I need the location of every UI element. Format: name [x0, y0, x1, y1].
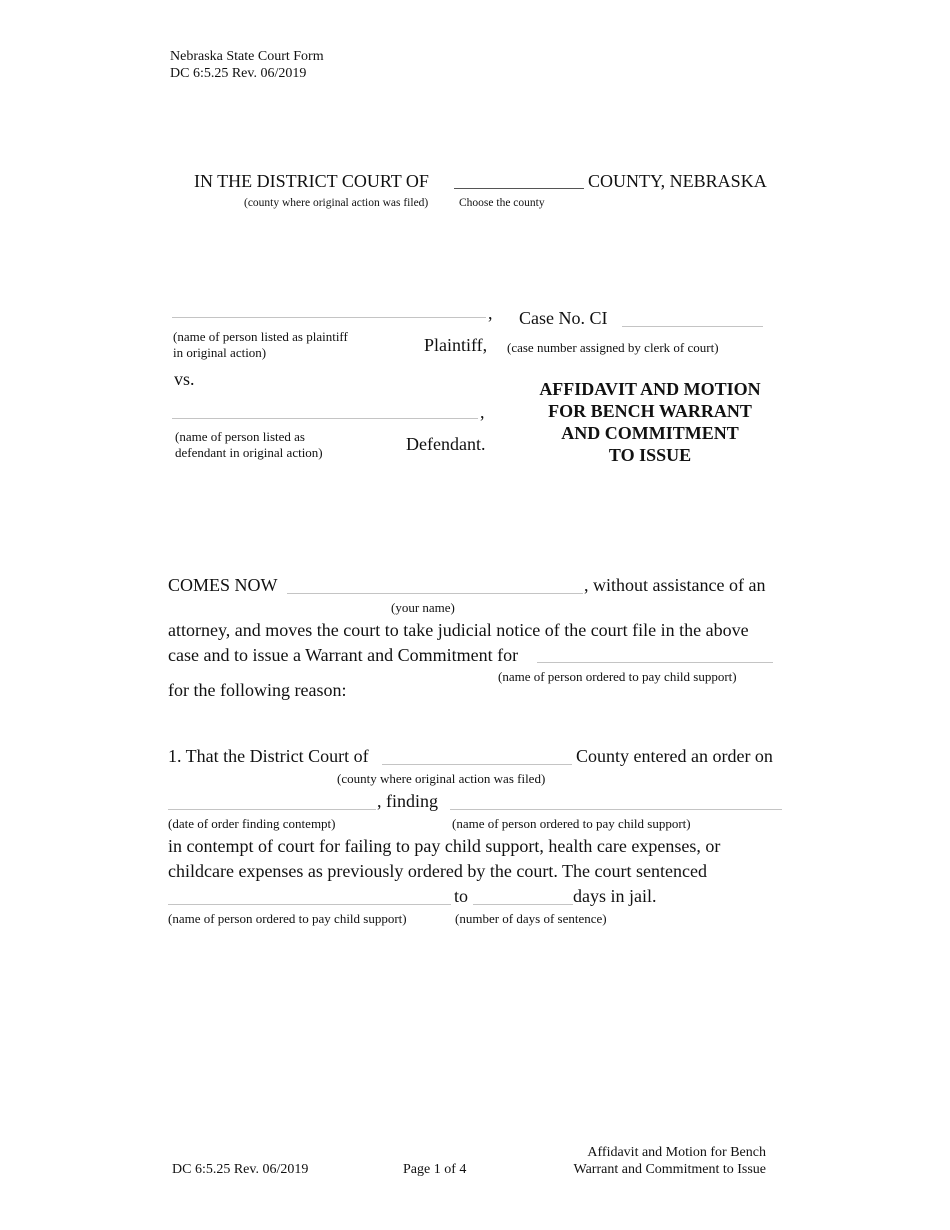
plaintiff-label: Plaintiff, [424, 335, 488, 355]
item1-line-3: in contempt of court for failing to pay child support, health care expenses, or [168, 836, 721, 856]
title-line-2: FOR BENCH WARRANT [548, 401, 752, 421]
your-name-field[interactable] [287, 593, 583, 594]
court-suffix: COUNTY, NEBRASKA [588, 171, 767, 191]
footer-doc-title [560, 1144, 766, 1178]
plaintiff-name-field[interactable] [172, 317, 486, 318]
defendant-label: Defendant. [406, 434, 486, 454]
days-caption: (number of days of sentence) [455, 911, 607, 926]
body-line-3: case and to issue a Warrant and Commitment for [168, 645, 519, 665]
footer-doc-title-1: Affidavit and Motion for Bench [587, 1145, 766, 1160]
footer-form-number: DC 6:5.25 Rev. 06/2019 [172, 1162, 309, 1177]
county-field[interactable] [454, 188, 584, 189]
obligor-name-field[interactable] [537, 662, 773, 663]
plaintiff-comma: , [488, 303, 493, 323]
body-line-2: attorney, and moves the court to take judicial notice of the court file in the above [168, 620, 749, 640]
your-name-caption: (your name) [391, 600, 455, 615]
court-prefix: IN THE DISTRICT COURT OF [194, 171, 429, 191]
sentenced-name-field[interactable] [168, 904, 451, 905]
days-field[interactable] [473, 904, 573, 905]
defendant-caption-1: (name of person listed as [175, 429, 305, 444]
title-line-1: AFFIDAVIT AND MOTION [539, 379, 761, 399]
defendant-caption-2: defendant in original action) [175, 445, 323, 460]
contempt-date-field[interactable] [168, 809, 376, 810]
county-choose-hint[interactable]: Choose the county [459, 197, 545, 209]
item1-name-field[interactable] [450, 809, 782, 810]
form-name: Nebraska State Court Form [170, 49, 324, 64]
form-number: DC 6:5.25 Rev. 06/2019 [170, 66, 307, 81]
without-assistance-text: , without assistance of an [584, 575, 766, 595]
item1-prefix: 1. That the District Court of [168, 746, 369, 766]
footer-doc-title-2: Warrant and Commitment to Issue [573, 1162, 766, 1177]
case-no-caption: (case number assigned by clerk of court) [507, 340, 719, 355]
to-text: to [454, 886, 469, 906]
comes-now-label: COMES NOW [168, 575, 278, 595]
document-title [520, 378, 780, 466]
versus: vs. [174, 369, 195, 389]
sentenced-name-caption: (name of person ordered to pay child support) [168, 911, 407, 926]
case-number-field[interactable] [622, 326, 763, 327]
title-line-4: TO ISSUE [608, 445, 692, 465]
date-caption: (date of order finding contempt) [168, 816, 336, 831]
plaintiff-caption-2: in original action) [173, 345, 267, 360]
item1-county-caption: (county where original action was filed) [337, 771, 546, 786]
defendant-name-field[interactable] [172, 418, 478, 419]
finding-text: , finding [377, 791, 438, 811]
plaintiff-caption-1: (name of person listed as plaintiff [173, 329, 348, 344]
item1-line-4: childcare expenses as previously ordered by the court. The court sentenced [168, 861, 707, 881]
footer-page-number: Page 1 of 4 [403, 1162, 467, 1177]
days-text: days in jail. [573, 886, 657, 906]
case-no-label: Case No. CI [519, 308, 608, 328]
county-caption: (county where original action was filed) [244, 197, 429, 209]
defendant-comma: , [480, 402, 485, 422]
item1-suffix: County entered an order on [576, 746, 773, 766]
item1-county-field[interactable] [382, 764, 572, 765]
item1-name-caption: (name of person ordered to pay child support) [452, 816, 691, 831]
body-line-4: for the following reason: [168, 680, 347, 700]
title-line-3: AND COMMITMENT [561, 423, 739, 443]
obligor-name-caption: (name of person ordered to pay child support) [498, 669, 737, 684]
